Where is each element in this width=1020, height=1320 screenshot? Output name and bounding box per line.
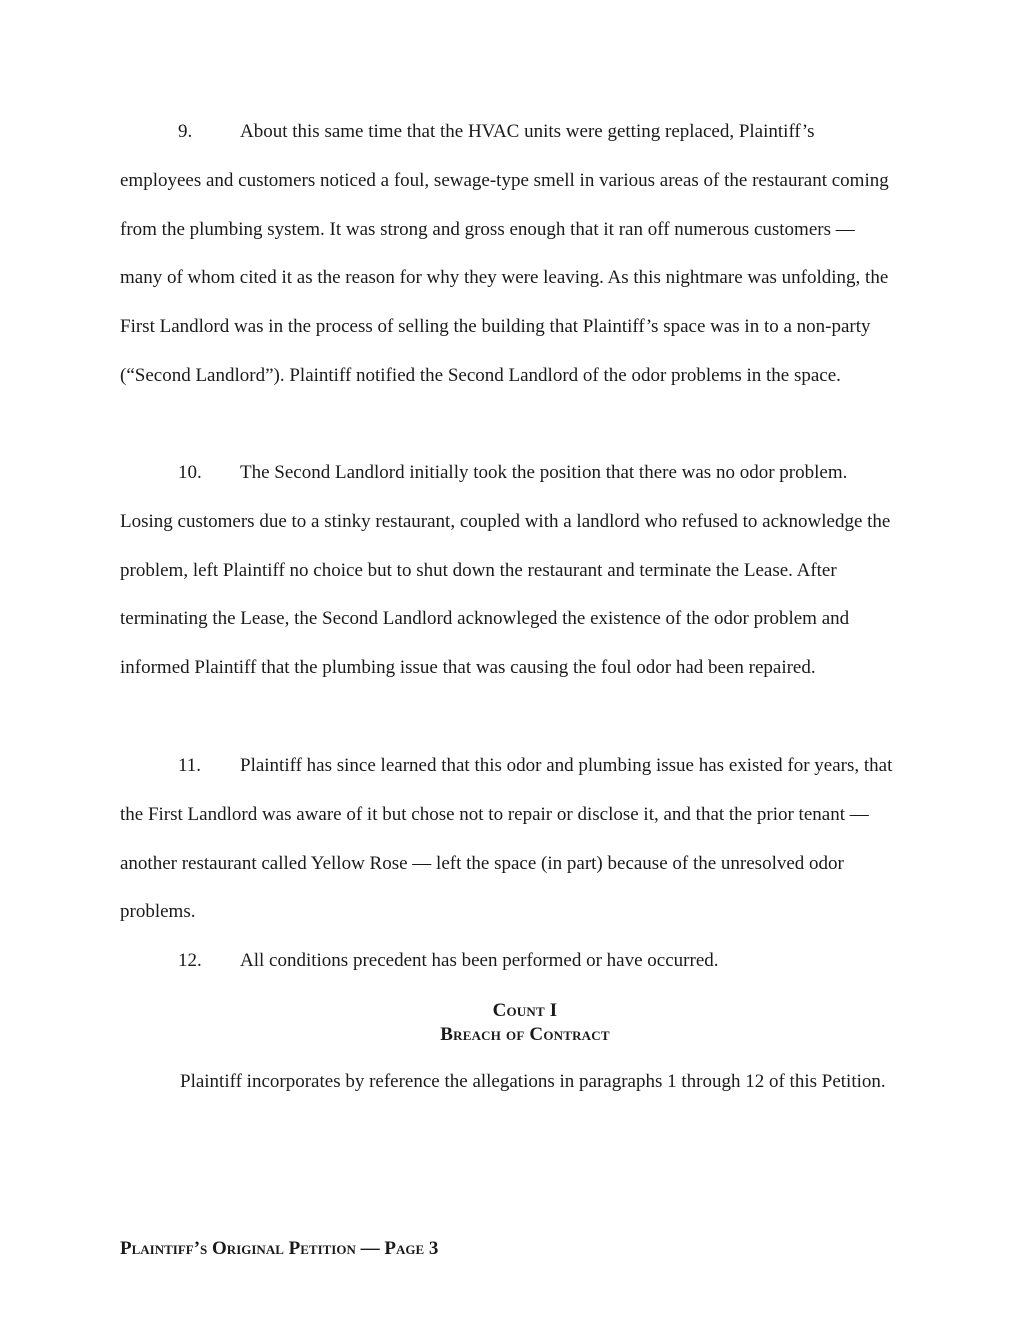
paragraph-number: 9. — [178, 121, 193, 142]
paragraph-12 — [120, 937, 900, 986]
paragraph-number: 12. — [178, 950, 202, 971]
count-title: Count I — [492, 1000, 558, 1021]
page-footer: Plaintiff’s Original Petition — Page 3 — [120, 1238, 439, 1259]
paragraph-text: All conditions precedent has been performed or have occurred. — [240, 950, 719, 971]
paragraph-number: 10. — [178, 462, 202, 483]
paragraph-10 — [120, 449, 900, 693]
paragraph-number: 11. — [178, 755, 202, 776]
paragraph-text: The Second Landlord initially took the position that there was no odor problem. Losing customers due to a stinky restaurant, coupled with a landlord who refused to acknowledge the problem, left Plaintiff no choice but to shut down the restaurant and terminate the Lease. After terminating the Lease, the Second Landlord acknowleged the existence of the odor problem and informed Plaintiff that the plumbing issue that was causing the foul odor had been repaired. — [120, 462, 891, 679]
count-heading — [0, 999, 1020, 1047]
paragraph-text: Plaintiff has since learned that this odor and plumbing issue has existed for years, that the First Landlord was aware of it but chose not to repair or disclose it, and that the prior tenant — another restaurant called Yellow Rose — left the space (in part) because of the unresolved odor problems. — [120, 755, 893, 923]
paragraph-9 — [120, 108, 900, 401]
count-subtitle: Breach of Contract — [440, 1024, 610, 1045]
paragraph-11 — [120, 742, 900, 937]
paragraph-text: About this same time that the HVAC units were getting replaced, Plaintiff’s employees and customers noticed a foul, sewage-type smell in various areas of the restaurant coming from the plumbing system. It was strong and gross enough that it ran off numerous customers — many of whom cited it as the reason for why they were leaving. As this nightmare was unfolding, the First Landlord was in the process of selling the building that Plaintiff’s space was in to a non-party (“Second Landlord”). Plaintiff notified the Second Landlord of the odor problems in the space. — [120, 121, 889, 386]
incorporation-paragraph: Plaintiff incorporates by reference the allegations in paragraphs 1 through 12 of this Petition. — [180, 1071, 886, 1092]
